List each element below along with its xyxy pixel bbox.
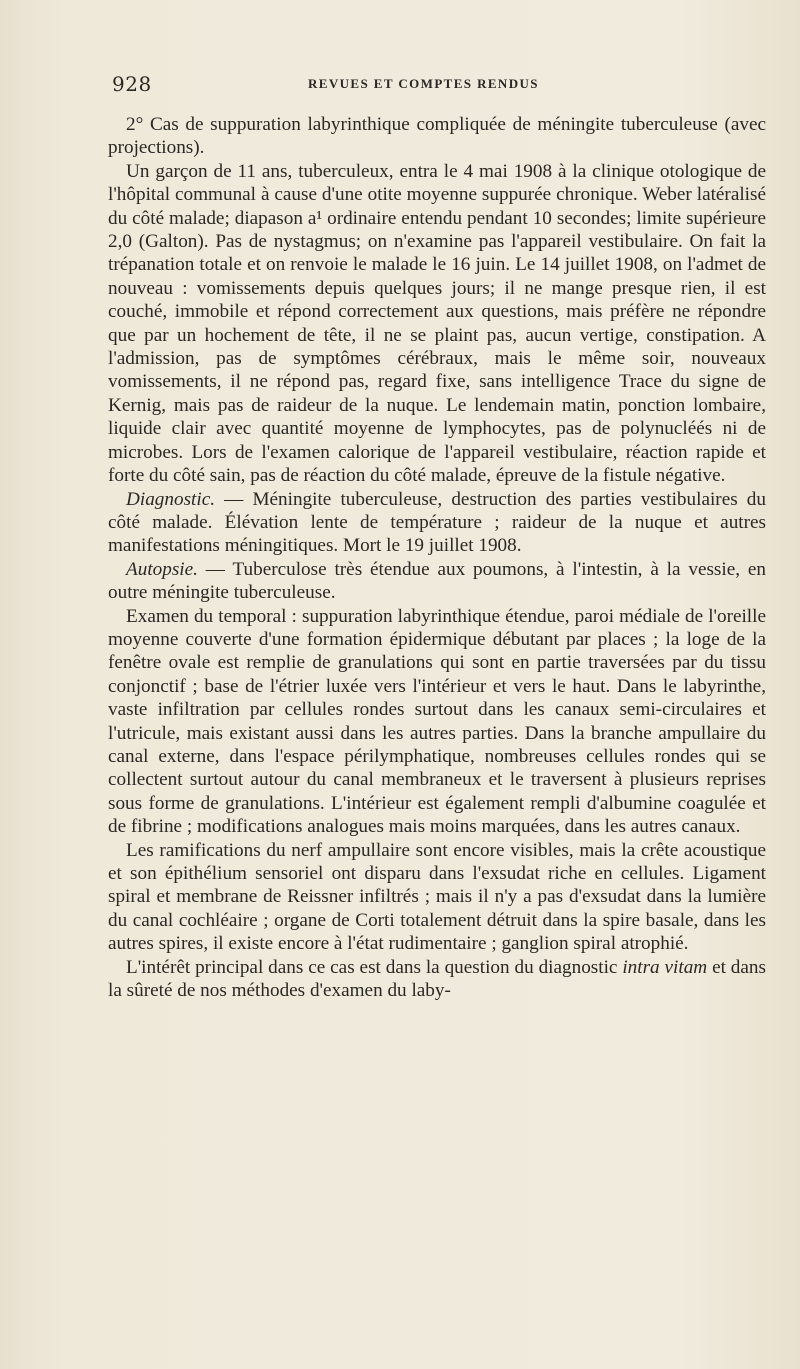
- article-body: [108, 113, 766, 1002]
- paragraph-text: Les ramifications du nerf ampullaire sont encore visibles, mais la crête acoustique et son épithélium sensoriel ont disparu dans l'exsudat riche en cellules. Ligament spiral et membrane de Reissner infiltrés ; mais il n'y a pas d'exsudat dans la lumière du canal cochléaire ; organe de Corti totalement détruit dans la spire basale, dans les autres spires, il existe encore à l'état rudimentaire ; ganglion spiral atrophié.: [108, 839, 766, 955]
- running-title: REVUES ET COMPTES RENDUS: [308, 76, 539, 91]
- case-history-paragraph: [108, 160, 766, 488]
- paragraph-text: Un garçon de 11 ans, tuberculeux, entra le 4 mai 1908 à la clinique otologique de l'hôpital communal à cause d'une otite moyenne suppurée chronique. Weber latéralisé du côté malade; diapason a¹ ordinaire entendu pendant 10 secondes; limite supérieure 2,0 (Galton). Pas de nystagmus; on n'examine pas l'appareil vestibulaire. On fait la trépanation totale et on renvoie le malade le 16 juin. Le 14 juillet 1908, on l'admet de nouveau : vomissements depuis quelques jours; il ne mange presque rien, il est couché, immobile et répond correctement aux questions, mais préfère ne répondre que par un hochement de tête, il ne se plaint pas, aucun vertige, constipation. A l'admission, pas de symptômes cérébraux, mais le même soir, nouveaux vomissements, il ne répond pas, regard fixe, sans intelligence Trace du signe de Kernig, mais pas de raideur de la nuque. Le lendemain matin, ponction lombaire, liquide clair avec quantité moyenne de lymphocytes, pas de polynucléés ni de microbes. Lors de l'examen calorique de l'appareil vestibulaire, réaction rapide et forte du côté sain, pas de réaction du côté malade, épreuve de la fistule négative.: [108, 160, 766, 487]
- case-title-paragraph: [108, 113, 766, 160]
- paragraph-text: Examen du temporal : suppuration labyrinthique étendue, paroi médiale de l'oreille moyenne couverte d'une formation épidermique débutant par places ; la loge de la fenêtre ovale est remplie de granulations qui sont en partie traversées par du tissu conjonctif ; base de l'étrier luxée vers l'intérieur et vers le haut. Dans le labyrinthe, vaste infiltration par cellules rondes surtout dans les canaux semi-circulaires et l'utricule, mais existant aussi dans les autres parties. Dans la branche ampullaire du canal externe, dans l'espace périlymphatique, nombreuses cellules rondes qui se collectent surtout autour du canal membraneux et le traversent à plusieurs reprises sous forme de granulations. L'intérieur est également rempli d'albumine coagulée et de fibrine ; modifications analogues mais moins marquées, dans les autres canaux.: [108, 605, 766, 838]
- conclusion-paragraph: [108, 956, 766, 1003]
- italic-phrase: intra vitam: [622, 956, 708, 978]
- temporal-exam-paragraph: [108, 605, 766, 839]
- diagnosis-paragraph: [108, 488, 766, 558]
- page-number: 928: [112, 72, 152, 96]
- paragraph-text: et dans la sûreté de nos méthodes d'examen du laby-: [108, 956, 766, 1002]
- paragraph-text: — Méningite tuberculeuse, destruction des parties vestibulaires du côté malade. Élévation lente de température ; raideur de la nuque et autres manifestations méningitiques. Mort le 19 juillet 1908.: [108, 488, 766, 557]
- page-header: [112, 72, 772, 96]
- autopsy-paragraph: [108, 558, 766, 605]
- paragraph-text: 2° Cas de suppuration labyrinthique compliquée de méningite tuberculeuse (avec projections).: [108, 114, 766, 159]
- paragraph-text: L'intérêt principal dans ce cas est dans la question du diagnostic: [126, 956, 623, 978]
- section-label: Autopsie.: [126, 558, 198, 580]
- section-label: Diagnostic.: [126, 488, 216, 510]
- ramifications-paragraph: [108, 839, 766, 956]
- paragraph-text: — Tuberculose très étendue aux poumons, à l'intestin, à la vessie, en outre méningite tuberculeuse.: [108, 558, 766, 604]
